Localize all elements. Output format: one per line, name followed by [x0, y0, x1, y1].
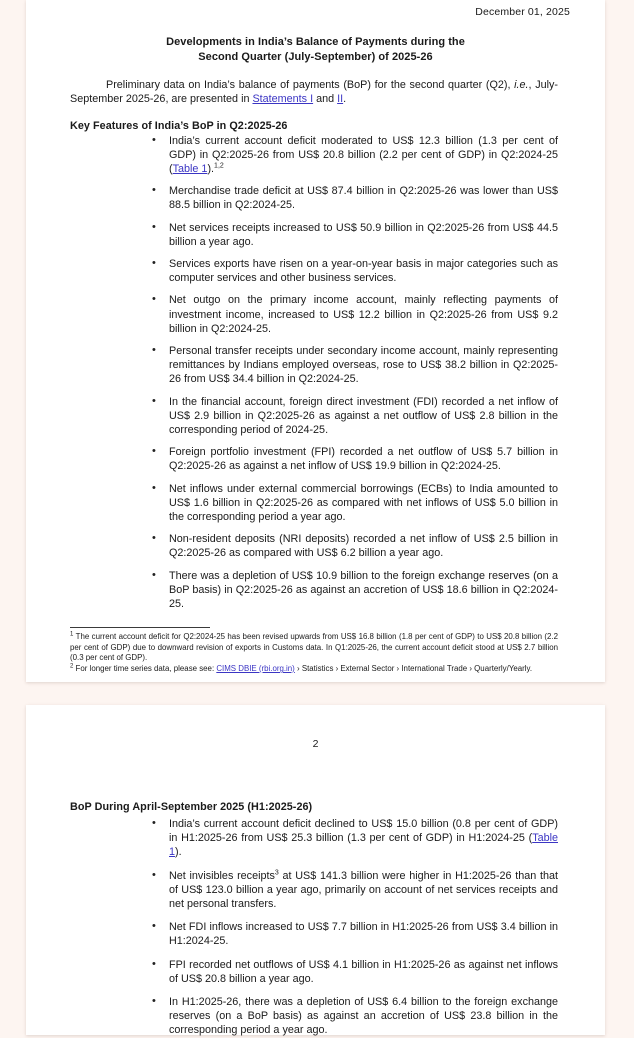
bullet-text: India’s current account deficit declined to US$ 15.0 billion (0.8 per cent of GDP) in H1:2025-26 from US$ 25.3 billion (1.3 per cent of GDP) in H1:2024-25 (	[169, 818, 558, 845]
list-item	[38, 395, 558, 438]
bullet-text-after: at US$ 141.3 billion were higher in H1:2025-26 than that of US$ 123.0 billion a year ago, primarily on account of net services receipts and net personal transfers.	[169, 869, 558, 911]
page-title-line-1: Developments in India’s Balance of Payments during the	[166, 36, 465, 48]
bullet-text: FPI recorded net outflows of US$ 4.1 billion in H1:2025-26 as against net inflows of US$ 20.8 billion a year ago.	[169, 958, 558, 985]
footnote-ref[interactable]: 1,2	[214, 162, 224, 170]
bullet-text: Net inflows under external commercial borrowings (ECBs) to India amounted to US$ 1.6 billion in Q2:2025-26 as compared with net inflows of US$ 5.0 billion in the corresponding period a year ago.	[169, 482, 558, 524]
intro-text-part-3: and	[313, 93, 338, 106]
table-1-link[interactable]: Table 1	[172, 163, 208, 175]
list-item	[38, 482, 558, 525]
footnote-2-text-before: For longer time series data, please see:	[73, 664, 217, 674]
footnote-ref[interactable]: 3	[274, 869, 279, 877]
intro-paragraph	[38, 78, 593, 107]
list-item	[38, 221, 558, 249]
bullet-text: Net FDI inflows increased to US$ 7.7 billion in H1:2025-26 from US$ 3.4 billion in H1:2024-25.	[169, 921, 558, 948]
footnote-2	[70, 664, 558, 675]
footnote-2-text-after: › Statistics › External Sector › International Trade › Quarterly/Yearly.	[294, 664, 533, 674]
list-item	[38, 445, 558, 473]
bullet-text-after: ).	[175, 846, 182, 859]
bullet-text: Net invisibles receipts	[169, 869, 275, 882]
bullet-text: Net services receipts increased to US$ 50.9 billion in Q2:2025-26 from US$ 44.5 billion a year ago.	[169, 221, 558, 248]
intro-text-part-4: .	[343, 93, 347, 106]
list-item	[38, 995, 558, 1038]
h1-section-heading: BoP During April-September 2025 (H1:2025-26)	[70, 801, 313, 813]
intro-text-part-2: , July-September 2025-26, are presented in	[70, 79, 558, 106]
statements-ii-link[interactable]: II	[337, 93, 344, 106]
list-item	[38, 134, 558, 177]
bullet-text: There was a depletion of US$ 10.9 billion to the foreign exchange reserves (on a BoP basis) in Q2:2025-26 as against an accretion of US$ 18.6 billion in Q2:2024-25.	[169, 569, 558, 611]
bullet-text: Merchandise trade deficit at US$ 87.4 billion in Q2:2025-26 was lower than US$ 88.5 billion in Q2:2024-25.	[169, 185, 558, 212]
footnote-separator	[70, 627, 210, 628]
list-item	[38, 817, 558, 860]
bullet-text: India’s current account deficit moderated to US$ 12.3 billion (1.3 per cent of GDP) in Q2:2025-26 from US$ 20.8 billion (2.2 per cent of GDP) in Q2:2024-25 (	[169, 134, 558, 175]
page-title	[38, 35, 593, 64]
bullet-text-after: ).	[207, 163, 215, 175]
page-title-line-2: Second Quarter (July-September) of 2025-26	[198, 50, 433, 63]
statements-i-link[interactable]: Statements I	[252, 93, 314, 106]
list-item	[38, 344, 558, 387]
bullet-text: Foreign portfolio investment (FPI) recorded a net outflow of US$ 5.7 billion in Q2:2025-26 as against a net inflow of US$ 19.9 billion in Q2:2024-25.	[169, 446, 558, 473]
cims-dbie-link[interactable]: CIMS DBIE (rbi.org.in)	[216, 664, 295, 674]
document-date: December 01, 2025	[475, 6, 570, 18]
footnotes-block	[38, 632, 593, 674]
bullet-text: Services exports have risen on a year-on-year basis in major categories such as computer services and other business services.	[169, 258, 558, 285]
footnote-1-text: The current account deficit for Q2:2024-25 has been revised upwards from US$ 16.8 billion (1.8 per cent of GDP) to US$ 20.8 billion (2.2 per cent of GDP) due to downward revision of exports in Customs data. In Q1:2025-26, the current account deficit stood at US$ 2.7 billion (0.3 per cent of GDP).	[70, 632, 558, 663]
intro-italic-ie: i.e.	[514, 79, 529, 91]
list-item	[38, 869, 558, 912]
h1-features-list	[38, 817, 593, 1038]
list-item	[38, 958, 558, 986]
bullet-text: In the financial account, foreign direct investment (FDI) recorded a net inflow of US$ 2.9 billion in Q2:2025-26 as against a net outflow of US$ 2.8 billion in the corresponding period of 2024-25.	[169, 395, 558, 437]
key-features-heading: Key Features of India’s BoP in Q2:2025-26	[70, 119, 288, 132]
list-item	[38, 257, 558, 285]
list-item	[38, 920, 558, 948]
bullet-text: Net outgo on the primary income account, mainly reflecting payments of investment income, increased to US$ 12.2 billion in Q2:2025-26 from US$ 9.2 billion in Q2:2024-25.	[169, 294, 558, 335]
bullet-text: Personal transfer receipts under secondary income account, mainly representing remittances by Indians employed overseas, rose to US$ 38.2 billion in Q2:2025-26 from US$ 34.4 billion in Q2:2024-25.	[169, 345, 558, 386]
intro-text-part-1: Preliminary data on India’s balance of payments (BoP) for the second quarter (Q2),	[106, 79, 515, 91]
footnote-2-marker: 2	[70, 663, 74, 670]
list-item	[38, 293, 558, 336]
footnote-1	[70, 632, 558, 664]
page-number: 2	[312, 738, 319, 750]
list-item	[38, 184, 558, 212]
document-page-2	[26, 705, 605, 1035]
list-item	[38, 569, 558, 612]
key-features-list	[38, 134, 593, 612]
table-1-link[interactable]: Table 1	[169, 832, 558, 859]
list-item	[38, 532, 558, 560]
bullet-text: Non-resident deposits (NRI deposits) recorded a net inflow of US$ 2.5 billion in Q2:2025-26 as compared with US$ 6.2 billion a year ago.	[169, 533, 558, 560]
footnote-1-marker: 1	[70, 631, 74, 638]
bullet-text: In H1:2025-26, there was a depletion of US$ 6.4 billion to the foreign exchange reserves (on a BoP basis) as against an accretion of US$ 23.8 billion in the corresponding period a year ago.	[169, 996, 558, 1037]
document-page-1	[26, 0, 605, 682]
